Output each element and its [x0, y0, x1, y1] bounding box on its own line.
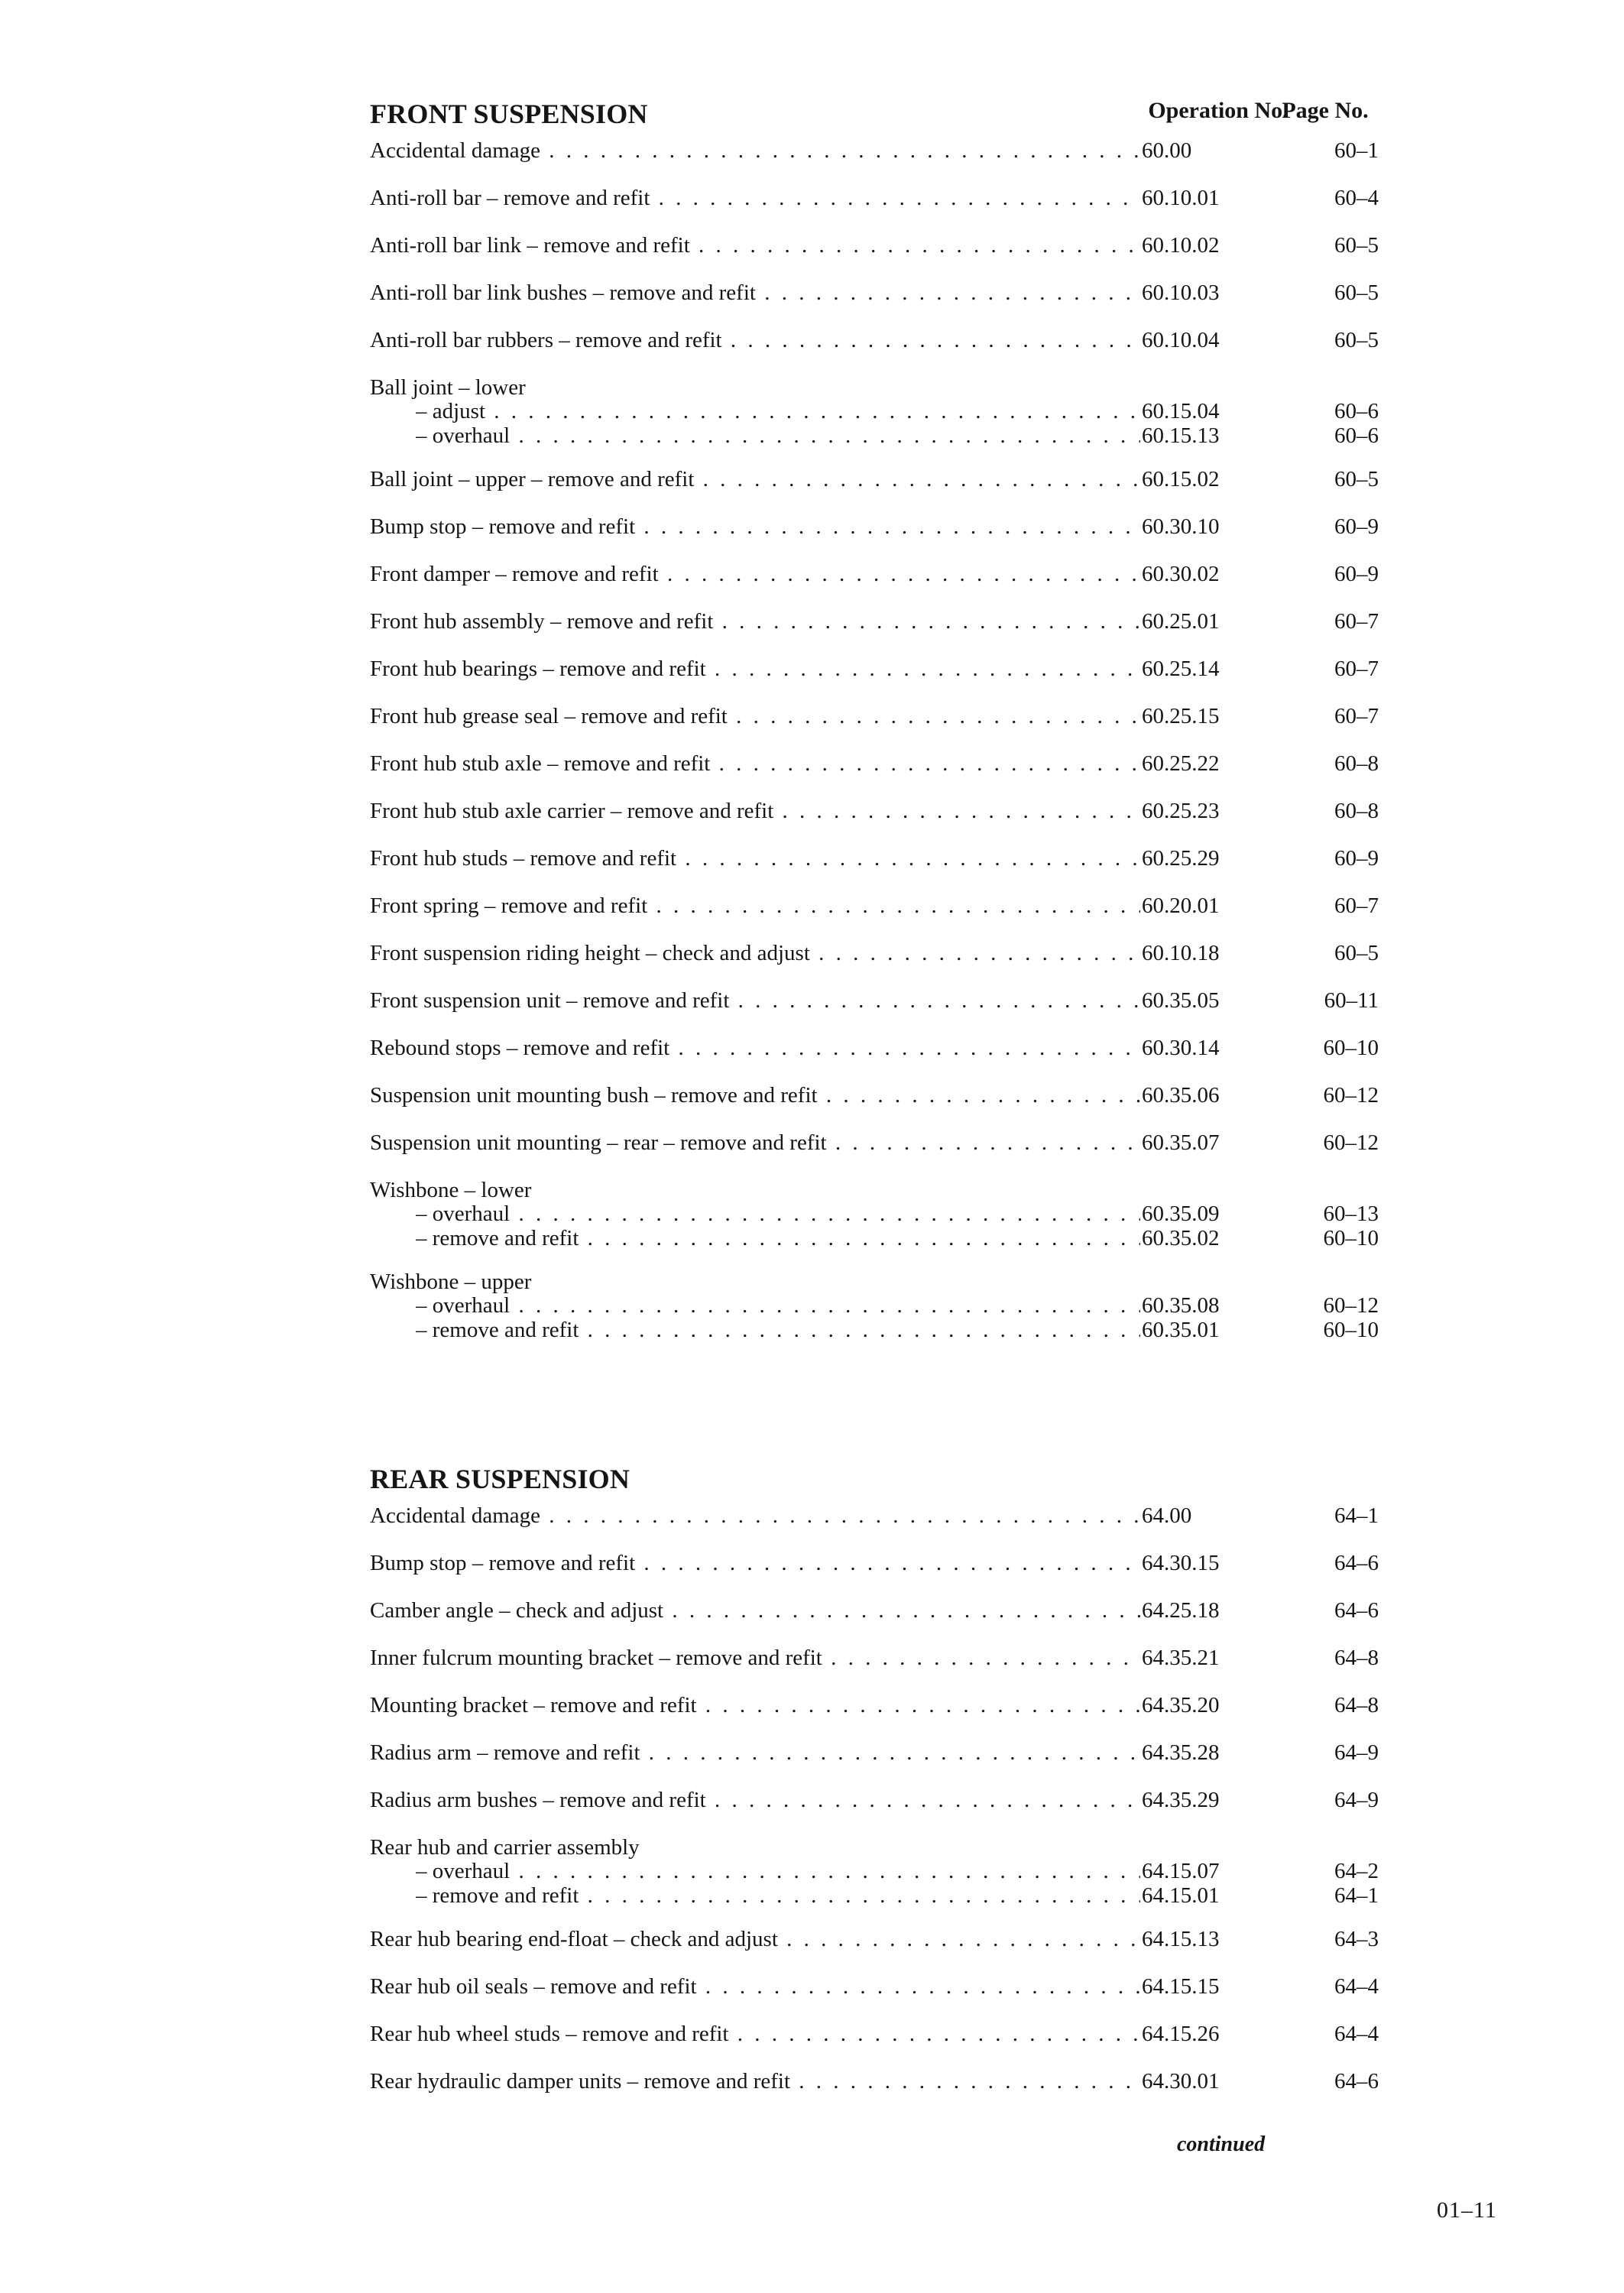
- page-no-column-header: Page No.: [1282, 98, 1369, 123]
- table-row: – overhaul . . . 64.15.07 64–2: [370, 1859, 1379, 1883]
- table-row: Front suspension riding height – check and adjust . . . 60.10.18 60–5: [370, 937, 1379, 969]
- table-row: Accidental damage . . . 60.00 60–1: [370, 135, 1379, 167]
- table-row: Inner fulcrum mounting bracket – remove and refit . . . 64.35.21 64–8: [370, 1642, 1379, 1674]
- table-row: Rear hub wheel studs – remove and refit . . . 64.15.26 64–4: [370, 2018, 1379, 2050]
- table-row: Rear hub bearing end-float – check and adjust . . . 64.15.13 64–3: [370, 1923, 1379, 1955]
- table-row: Rear hub oil seals – remove and refit . . . 64.15.15 64–4: [370, 1970, 1379, 2003]
- table-row: Front suspension unit – remove and refit . . . 60.35.05 60–11: [370, 984, 1379, 1017]
- table-group-heading: Wishbone – lower: [370, 1178, 532, 1202]
- rear-suspension-section: [370, 1460, 1379, 2097]
- table-row: Radius arm – remove and refit . . . 64.35.28 64–9: [370, 1737, 1379, 1769]
- table-row: – remove and refit . . . 60.35.02 60–10: [370, 1226, 1379, 1250]
- table-row: Front hub stub axle carrier – remove and refit . . . 60.25.23 60–8: [370, 795, 1379, 827]
- table-row: Anti-roll bar link bushes – remove and refit . . . 60.10.03 60–5: [370, 277, 1379, 309]
- table-row: Accidental damage . . . 64.00 64–1: [370, 1500, 1379, 1532]
- table-row: – overhaul . . . 60.35.09 60–13: [370, 1202, 1379, 1226]
- table-row: – remove and refit . . . 60.35.01 60–10: [370, 1318, 1379, 1342]
- table-row: Radius arm bushes – remove and refit . . . 64.35.29 64–9: [370, 1784, 1379, 1816]
- table-row: – remove and refit . . . 64.15.01 64–1: [370, 1883, 1379, 1908]
- table-row: Front spring – remove and refit . . . 60.20.01 60–7: [370, 890, 1379, 922]
- page-number: 01–11: [1437, 2197, 1497, 2223]
- rear-suspension-header: [370, 1460, 1379, 1500]
- table-row: Front hub assembly – remove and refit . . . 60.25.01 60–7: [370, 605, 1379, 637]
- table-group-heading: Rear hub and carrier assembly: [370, 1835, 640, 1860]
- table-row: Camber angle – check and adjust . . . 64.25.18 64–6: [370, 1594, 1379, 1627]
- table-row: Rebound stops – remove and refit . . . 60.30.14 60–10: [370, 1032, 1379, 1064]
- front-suspension-title: FRONT SUSPENSION: [370, 99, 648, 129]
- table-row: – adjust . . . 60.15.04 60–6: [370, 399, 1379, 423]
- table-row: Anti-roll bar – remove and refit . . . 60.10.01 60–4: [370, 182, 1379, 214]
- rear-suspension-title: REAR SUSPENSION: [370, 1464, 630, 1494]
- table-row: – overhaul . . . 60.35.08 60–12: [370, 1293, 1379, 1318]
- table-row: Anti-roll bar link – remove and refit . . . 60.10.02 60–5: [370, 229, 1379, 261]
- table-row: Front hub grease seal – remove and refit . . . 60.25.15 60–7: [370, 700, 1379, 732]
- table-row: Suspension unit mounting – rear – remove and refit . . . 60.35.07 60–12: [370, 1127, 1379, 1159]
- front-suspension-section: [370, 95, 1379, 1342]
- table-row: Suspension unit mounting bush – remove and refit . . . 60.35.06 60–12: [370, 1079, 1379, 1111]
- table-row: Front damper – remove and refit . . . 60.30.02 60–9: [370, 558, 1379, 590]
- table-row: Rear hydraulic damper units – remove and refit . . . 64.30.01 64–6: [370, 2065, 1379, 2097]
- table-row: Front hub stub axle – remove and refit . . . 60.25.22 60–8: [370, 748, 1379, 780]
- operation-no-column-header: Operation No.: [1148, 98, 1289, 123]
- front-suspension-header: [370, 95, 1379, 135]
- table-row: Mounting bracket – remove and refit . . . 64.35.20 64–8: [370, 1689, 1379, 1721]
- table-group-heading: Ball joint – lower: [370, 375, 526, 400]
- table-row: Front hub studs – remove and refit . . . 60.25.29 60–9: [370, 842, 1379, 874]
- continued-note: continued: [1177, 2132, 1266, 2156]
- table-row: Bump stop – remove and refit . . . 60.30.10 60–9: [370, 511, 1379, 543]
- table-row: – overhaul . . . 60.15.13 60–6: [370, 423, 1379, 448]
- table-group-heading: Wishbone – upper: [370, 1270, 532, 1294]
- table-row: Front hub bearings – remove and refit . . . 60.25.14 60–7: [370, 653, 1379, 685]
- table-row: Ball joint – upper – remove and refit . . . 60.15.02 60–5: [370, 463, 1379, 495]
- table-row: Anti-roll bar rubbers – remove and refit . . . 60.10.04 60–5: [370, 324, 1379, 356]
- table-row: Bump stop – remove and refit . . . 64.30.15 64–6: [370, 1547, 1379, 1579]
